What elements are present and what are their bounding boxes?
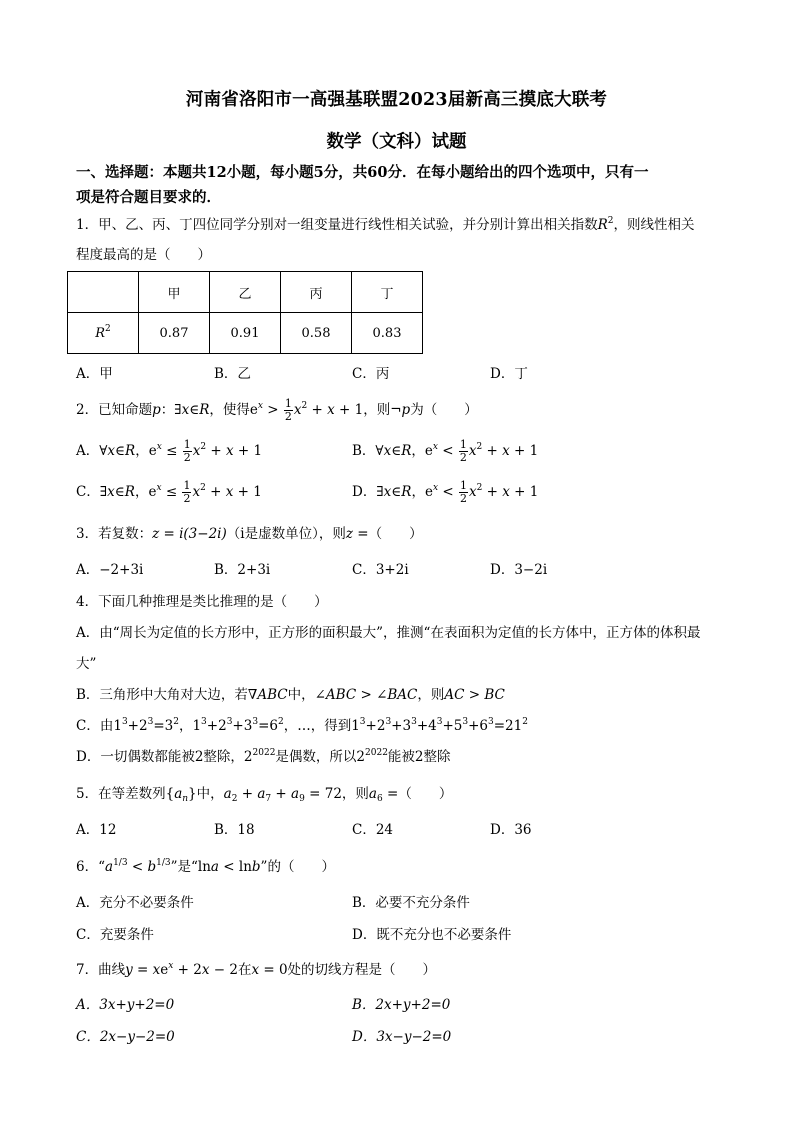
q6-option-c[interactable]: C．充要条件 <box>76 927 154 943</box>
q1-stem-text: 1．甲、乙、丙、丁四位同学分别对一组变量进行线性相关试验，并分别计算出相关指数 <box>76 217 598 233</box>
q3-stem-mid: （i是虚数单位），则 <box>226 526 346 542</box>
q5-option-b[interactable]: B．18 <box>214 822 255 838</box>
table-header-cell: 丙 <box>281 272 352 313</box>
table-header-cell: 乙 <box>210 272 281 313</box>
q5-stem: 5．在等差数列$\{a_n\}$中，$a_2 + a_7 + a_9 = 72$，则$a_6$ =（ ） <box>76 786 453 804</box>
q3-option-b[interactable]: B．2+3i <box>214 562 271 578</box>
q5-option-d[interactable]: D．36 <box>490 822 532 838</box>
q2-stem-mid: ，使得 <box>209 402 250 418</box>
q5-option-c[interactable]: C．24 <box>352 822 394 838</box>
q1-stem-text2: ，则线性相关 <box>613 217 695 233</box>
table-cell: 0.87 <box>139 313 210 354</box>
q3-option-a[interactable]: A．−2+3i <box>76 562 144 578</box>
q1-var-r: R <box>597 217 608 233</box>
q3-stem-end: =（ ） <box>352 526 423 542</box>
q2-option-b[interactable]: B．∀x∈R，$e^x$ < $\frac{1}{2}$ $x^2 + x + 1$ <box>352 438 539 464</box>
table-cell-empty <box>68 272 139 313</box>
section-heading <box>76 160 726 210</box>
q1-option-b[interactable]: B．乙 <box>214 366 251 382</box>
section-heading-line1: 一、选择题：本题共12小题，每小题5分，共60分．在每小题给出的四个选项中，只有一 <box>76 164 649 181</box>
q7-option-d[interactable]: D．3x−y−2=0 <box>352 1029 452 1045</box>
q6-stem: 6．“$a^{1/3} < b^{1/3}$”是“lna < lnb”的（ ） <box>76 858 335 875</box>
q7-option-b[interactable]: B．2x+y+2=0 <box>352 997 451 1013</box>
exam-subtitle: 数学（文科）试题 <box>326 132 467 152</box>
q6-option-b[interactable]: B．必要不充分条件 <box>352 895 470 911</box>
q2-option-d[interactable]: D．∃x∈R，$e^x$ < $\frac{1}{2}$ $x^2 + x + 1$ <box>352 479 539 505</box>
table-row <box>68 313 423 354</box>
q1-stem: 1．甲、乙、丙、丁四位同学分别对一组变量进行线性相关试验，并分别计算出相关指数$R^2$，则线性相关 <box>76 216 695 233</box>
q3-option-c[interactable]: C．3+2i <box>352 562 409 578</box>
table-cell: 0.91 <box>210 313 281 354</box>
q2-stem: 2．已知命题p：∃x∈R，使得$e^x$ > $\frac{1}{2}$ $x^2 + x + 1$，则¬p为（ ） <box>76 397 478 423</box>
q7-stem: 7．曲线$y = xe^x + 2x - 2$在x = 0处的切线方程是（ ） <box>76 961 437 978</box>
q7-option-c[interactable]: C．2x−y−2=0 <box>76 1029 175 1045</box>
table-cell: 0.58 <box>281 313 352 354</box>
table-header-cell: 丁 <box>352 272 423 313</box>
q2-stem-text: 2．已知命题 <box>76 402 153 418</box>
q3-stem: 3．若复数：z = i(3−2i)（i是虚数单位），则z =（ ） <box>76 526 423 542</box>
q1-option-c[interactable]: C．丙 <box>352 366 390 382</box>
q3-option-d[interactable]: D．3−2i <box>490 562 548 578</box>
q3-stem-text: 3．若复数： <box>76 526 153 542</box>
table-cell: 0.83 <box>352 313 423 354</box>
q2-option-c[interactable]: C．∃x∈R，$e^x$ ≤ $\frac{1}{2}$ $x^2 + x + 1$ <box>76 479 262 505</box>
q4-option-c[interactable]: C．由$1^3+2^3=3^2$，$1^3+2^3+3^3=6^2$，…，得到$1^3+2^3+3^3+4^3+5^3+6^3=21^2$ <box>76 717 528 734</box>
table-row <box>68 272 423 313</box>
q7-option-a[interactable]: A．3x+y+2=0 <box>76 997 175 1013</box>
q3-expression: z = i(3−2i) <box>152 526 227 542</box>
q4-option-d[interactable]: D．一切偶数都能被2整除，$2^{2022}$是偶数，所以$2^{2022}$能被2整除 <box>76 748 451 765</box>
q1-table <box>67 271 423 354</box>
q1-option-d[interactable]: D．丁 <box>490 366 528 382</box>
exam-title: 河南省洛阳市一高强基联盟2023届新高三摸底大联考 <box>185 90 608 110</box>
q2-stem-end: 为（ ） <box>410 402 478 418</box>
section-heading-line2: 项是符合题目要求的． <box>76 189 221 206</box>
q4-option-b[interactable]: B．三角形中大角对大边，若∇ABC中，∠ABC > ∠BAC，则AC > BC <box>76 687 505 703</box>
q4-option-a-line1[interactable]: A．由“周长为定值的长方形中，正方形的面积最大”，推测“在表面积为定值的长方体中，正方体的体积最 <box>76 625 701 641</box>
q5-option-a[interactable]: A．12 <box>76 822 117 838</box>
q4-stem: 4．下面几种推理是类比推理的是（ ） <box>76 594 328 610</box>
q2-option-a[interactable]: A．∀x∈R，$e^x$ ≤ $\frac{1}{2}$ $x^2 + x + 1$ <box>76 438 263 464</box>
q2-stem-suffix: ，则¬ <box>363 402 402 418</box>
q6-option-d[interactable]: D．既不充分也不必要条件 <box>352 927 512 943</box>
table-row-label: $R^2$ <box>68 313 139 354</box>
q4-option-a-line2[interactable]: 大” <box>76 656 97 672</box>
q1-stem-line2: 程度最高的是（ ） <box>76 247 211 263</box>
q6-option-a[interactable]: A．充分不必要条件 <box>76 895 194 911</box>
table-header-cell: 甲 <box>139 272 210 313</box>
q1-option-a[interactable]: A．甲 <box>76 366 113 382</box>
